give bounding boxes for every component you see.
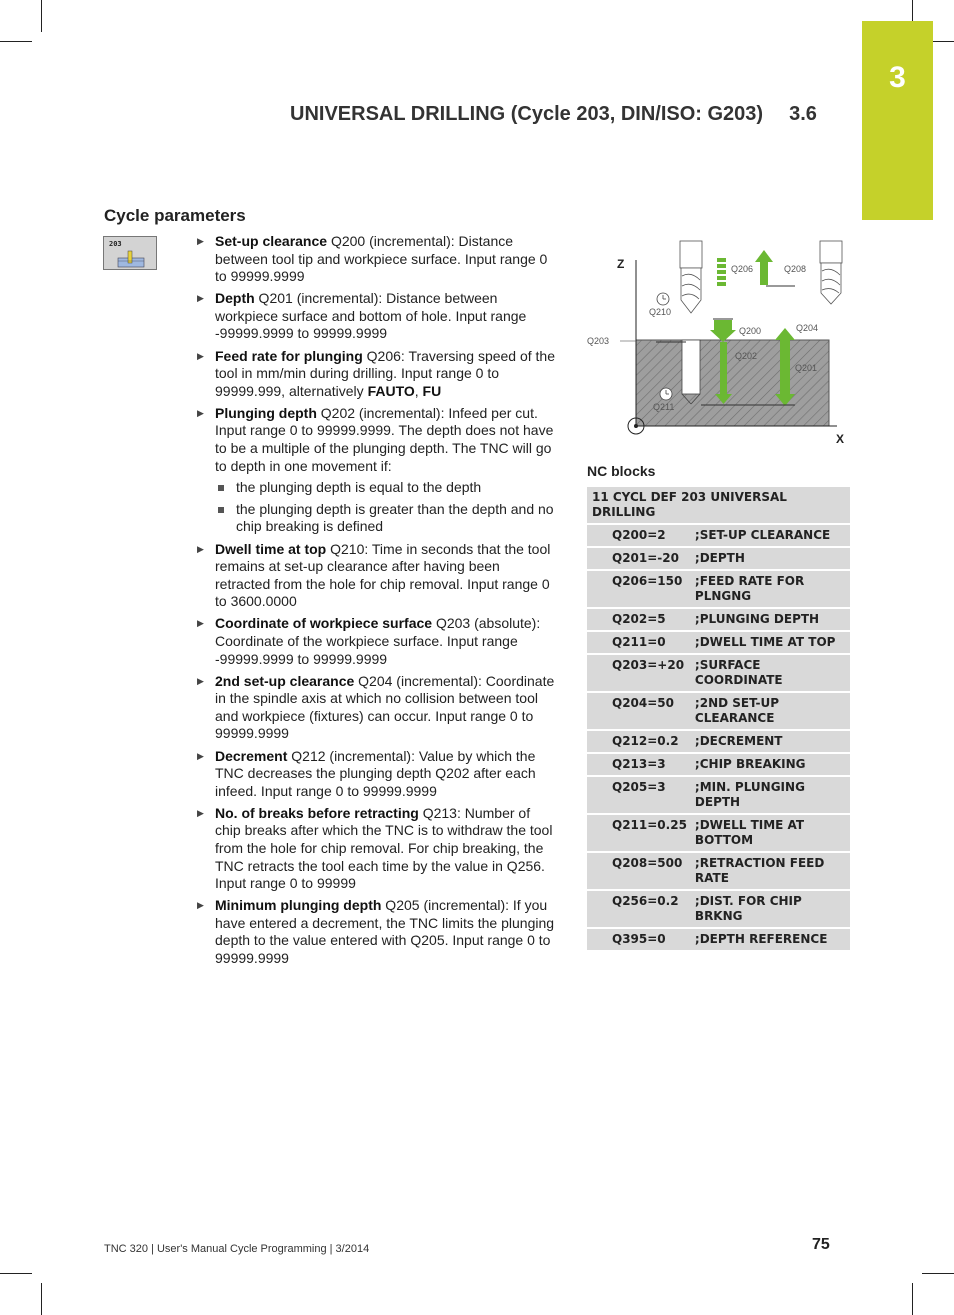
cycle-softkey-icon [103,236,157,270]
chapter-tab [862,21,933,220]
param-name: Feed rate for plunging [215,347,363,364]
crop-mark [0,41,32,42]
list-item [196,290,558,343]
setup-clearance-arrow [710,320,736,342]
nc-code: Q202=5 [587,609,691,630]
table-row [587,609,850,630]
arrow-icon: ▶ [197,236,204,246]
nc-code: Q204=50 [587,693,691,729]
nc-comment: ;DIST. FOR CHIP BRKNG [691,891,850,927]
axis-label-x: X [836,432,845,446]
param-name: Decrement [215,747,288,764]
label-q203: Q203 [587,336,610,346]
list-item [196,615,558,668]
nc-code: Q200=2 [587,525,691,546]
nc-comment: ;SET-UP CLEARANCE [691,525,850,546]
axis-label-z: Z [617,257,625,271]
section-title: Cycle parameters [104,206,246,225]
param-name: No. of breaks before retracting [215,804,419,821]
table-row [587,693,850,729]
list-item [196,348,558,401]
table-row [587,571,850,607]
drill-hole [682,340,700,394]
table-row [587,548,850,569]
drill-tool-icon [680,241,702,313]
nc-code: Q213=3 [587,754,691,775]
param-desc: Q200 (incremental): Distance between tool tip and workpiece surface. Input range 0 to 99999.9999 [215,233,548,285]
nc-header: 11 CYCL DEF 203 UNIVERSAL DRILLING [587,487,850,523]
arrow-icon: ▶ [197,618,204,629]
arrow-icon: ▶ [197,350,204,361]
table-row [587,815,850,851]
label-q206: Q206 [731,264,754,274]
table-row [587,754,850,775]
label-q208: Q208 [784,264,807,274]
param-desc: Q201 (incremental): Distance between workpiece surface and bottom of hole. Input range -99999.9999 to 99999.9999 [215,290,527,342]
nc-code: Q206=150 [587,571,691,607]
table-row [587,655,850,691]
list-item [196,673,558,743]
nc-comment: ;FEED RATE FOR PLNGNG [691,571,850,607]
nc-comment: ;DEPTH [691,548,850,569]
param-name: Coordinate of workpiece surface [215,615,433,632]
nc-code: Q212=0.2 [587,731,691,752]
nc-code: Q211=0.25 [587,815,691,851]
param-name: Dwell time at top [215,540,327,557]
nc-comment: ;DECREMENT [691,731,850,752]
table-row [587,891,850,927]
crop-mark [0,1273,32,1274]
table-row [587,525,850,546]
parameter-list [196,233,558,972]
label-q210: Q210 [649,307,672,317]
nc-comment: ;RETRACTION FEED RATE [691,853,850,889]
table-row [587,632,850,653]
param-desc: Q203 (absolute): Coordinate of the workpiece surface. Input range -99999.9999 to 99999.9999 [215,615,541,667]
param-desc: Q206: Traversing speed of the tool in mm/min during drilling. Input range 0 to 99999.999, alternatively [215,347,556,399]
list-item [196,805,558,893]
sub-list-item [215,479,558,497]
param-name: Plunging depth [215,404,317,421]
param-name: Depth [215,290,255,307]
feed-rate-icon [717,258,726,286]
nc-code: Q256=0.2 [587,891,691,927]
chapter-number: 3 [889,61,906,94]
arrow-icon: ▶ [197,543,204,554]
label-q204: Q204 [796,323,819,333]
label-q200: Q200 [739,326,762,336]
nc-blocks-title: NC blocks [587,463,656,479]
arrow-icon: ▶ [197,675,204,686]
nc-comment: ;DEPTH REFERENCE [691,929,850,950]
nc-code: Q208=500 [587,853,691,889]
nc-code: Q205=3 [587,777,691,813]
crop-mark [41,0,42,32]
param-sep: , [414,382,423,399]
param-desc: Q212 (incremental): Value by which the TNC decreases the plunging depth Q202 after each infeed. Input range 0 to 99999.9999 [215,747,536,799]
softkey-label: 203 [109,240,122,248]
table-row [587,731,850,752]
sub-text: the plunging depth is equal to the depth [236,479,482,496]
list-item [196,405,558,536]
param-option: FU [422,382,442,399]
table-row [587,777,850,813]
nc-comment: ;CHIP BREAKING [691,754,850,775]
page-number: 75 [812,1236,830,1253]
param-name: Minimum plunging depth [215,897,382,914]
nc-blocks-table [587,485,850,952]
nc-comment: ;DWELL TIME AT TOP [691,632,850,653]
retraction-arrow [755,250,773,285]
bullet-square-icon [218,507,224,513]
param-desc: Q202 (incremental): Infeed per cut. Input range 0 to 99999.9999. The depth does not have to be a multiple of the plunging depth. The TNC will go to depth in one movement if: [215,404,554,474]
label-q202: Q202 [735,351,758,361]
param-name: Set-up clearance [215,233,328,249]
arrow-icon: ▶ [197,407,204,418]
nc-comment: ;PLUNGING DEPTH [691,609,850,630]
param-desc: Q205 (incremental): If you have entered a decrement, the TNC limits the plunging depth to the value entered with Q205. Input range 0 to 99999.9999 [215,897,555,967]
table-row [587,853,850,889]
sub-list [215,479,558,536]
list-item [196,541,558,611]
nc-code: Q201=-20 [587,548,691,569]
arrow-icon: ▶ [197,807,204,818]
page-header [290,103,817,126]
list-item [196,748,558,801]
label-q211: Q211 [653,402,675,412]
nc-code: Q211=0 [587,632,691,653]
label-q201: Q201 [795,363,818,373]
crop-mark [922,1273,954,1274]
bullet-square-icon [218,485,224,491]
header-section: 3.6 [789,103,817,125]
nc-code: Q395=0 [587,929,691,950]
list-item [196,897,558,967]
param-desc: Q213: Number of chip breaks after which the TNC is to withdraw the tool from the hole for chip removal. For chip breaking, the TNC retracts the tool each time by the value in Q256. Input range 0 to 99999 [215,804,553,892]
header-title: UNIVERSAL DRILLING (Cycle 203, DIN/ISO: G203) [290,103,764,125]
nc-comment: ;SURFACE COORDINATE [691,655,850,691]
arrow-icon: ▶ [197,750,204,761]
sub-list-item [215,501,558,536]
crop-mark [912,1283,913,1315]
param-desc: Q210: Time in seconds that the tool remains at set-up clearance after having been retracted from the hole for chip removal. Input range 0 to 3600.0000 [215,540,551,610]
arrow-icon: ▶ [197,293,204,304]
footer-text: TNC 320 | User's Manual Cycle Programming | 3/2014 [104,1243,370,1255]
drill-tool-icon [820,241,842,304]
nc-comment: ;MIN. PLUNGING DEPTH [691,777,850,813]
drilling-diagram [585,238,851,448]
nc-comment: ;DWELL TIME AT BOTTOM [691,815,850,851]
crop-mark [41,1283,42,1315]
sub-text: the plunging depth is greater than the depth and no chip breaking is defined [236,500,554,535]
arrow-icon: ▶ [197,900,204,911]
param-name: 2nd set-up clearance [215,672,355,689]
table-row [587,487,850,523]
workpiece [636,340,829,426]
list-item [196,233,558,286]
table-row [587,929,850,950]
nc-comment: ;2ND SET-UP CLEARANCE [691,693,850,729]
nc-code: Q203=+20 [587,655,691,691]
param-option: FAUTO [367,382,415,399]
param-desc: Q204 (incremental): Coordinate in the spindle axis at which no collision between tool and workpiece (fixtures) can occur. Input range 0 to 99999.9999 [215,672,555,742]
